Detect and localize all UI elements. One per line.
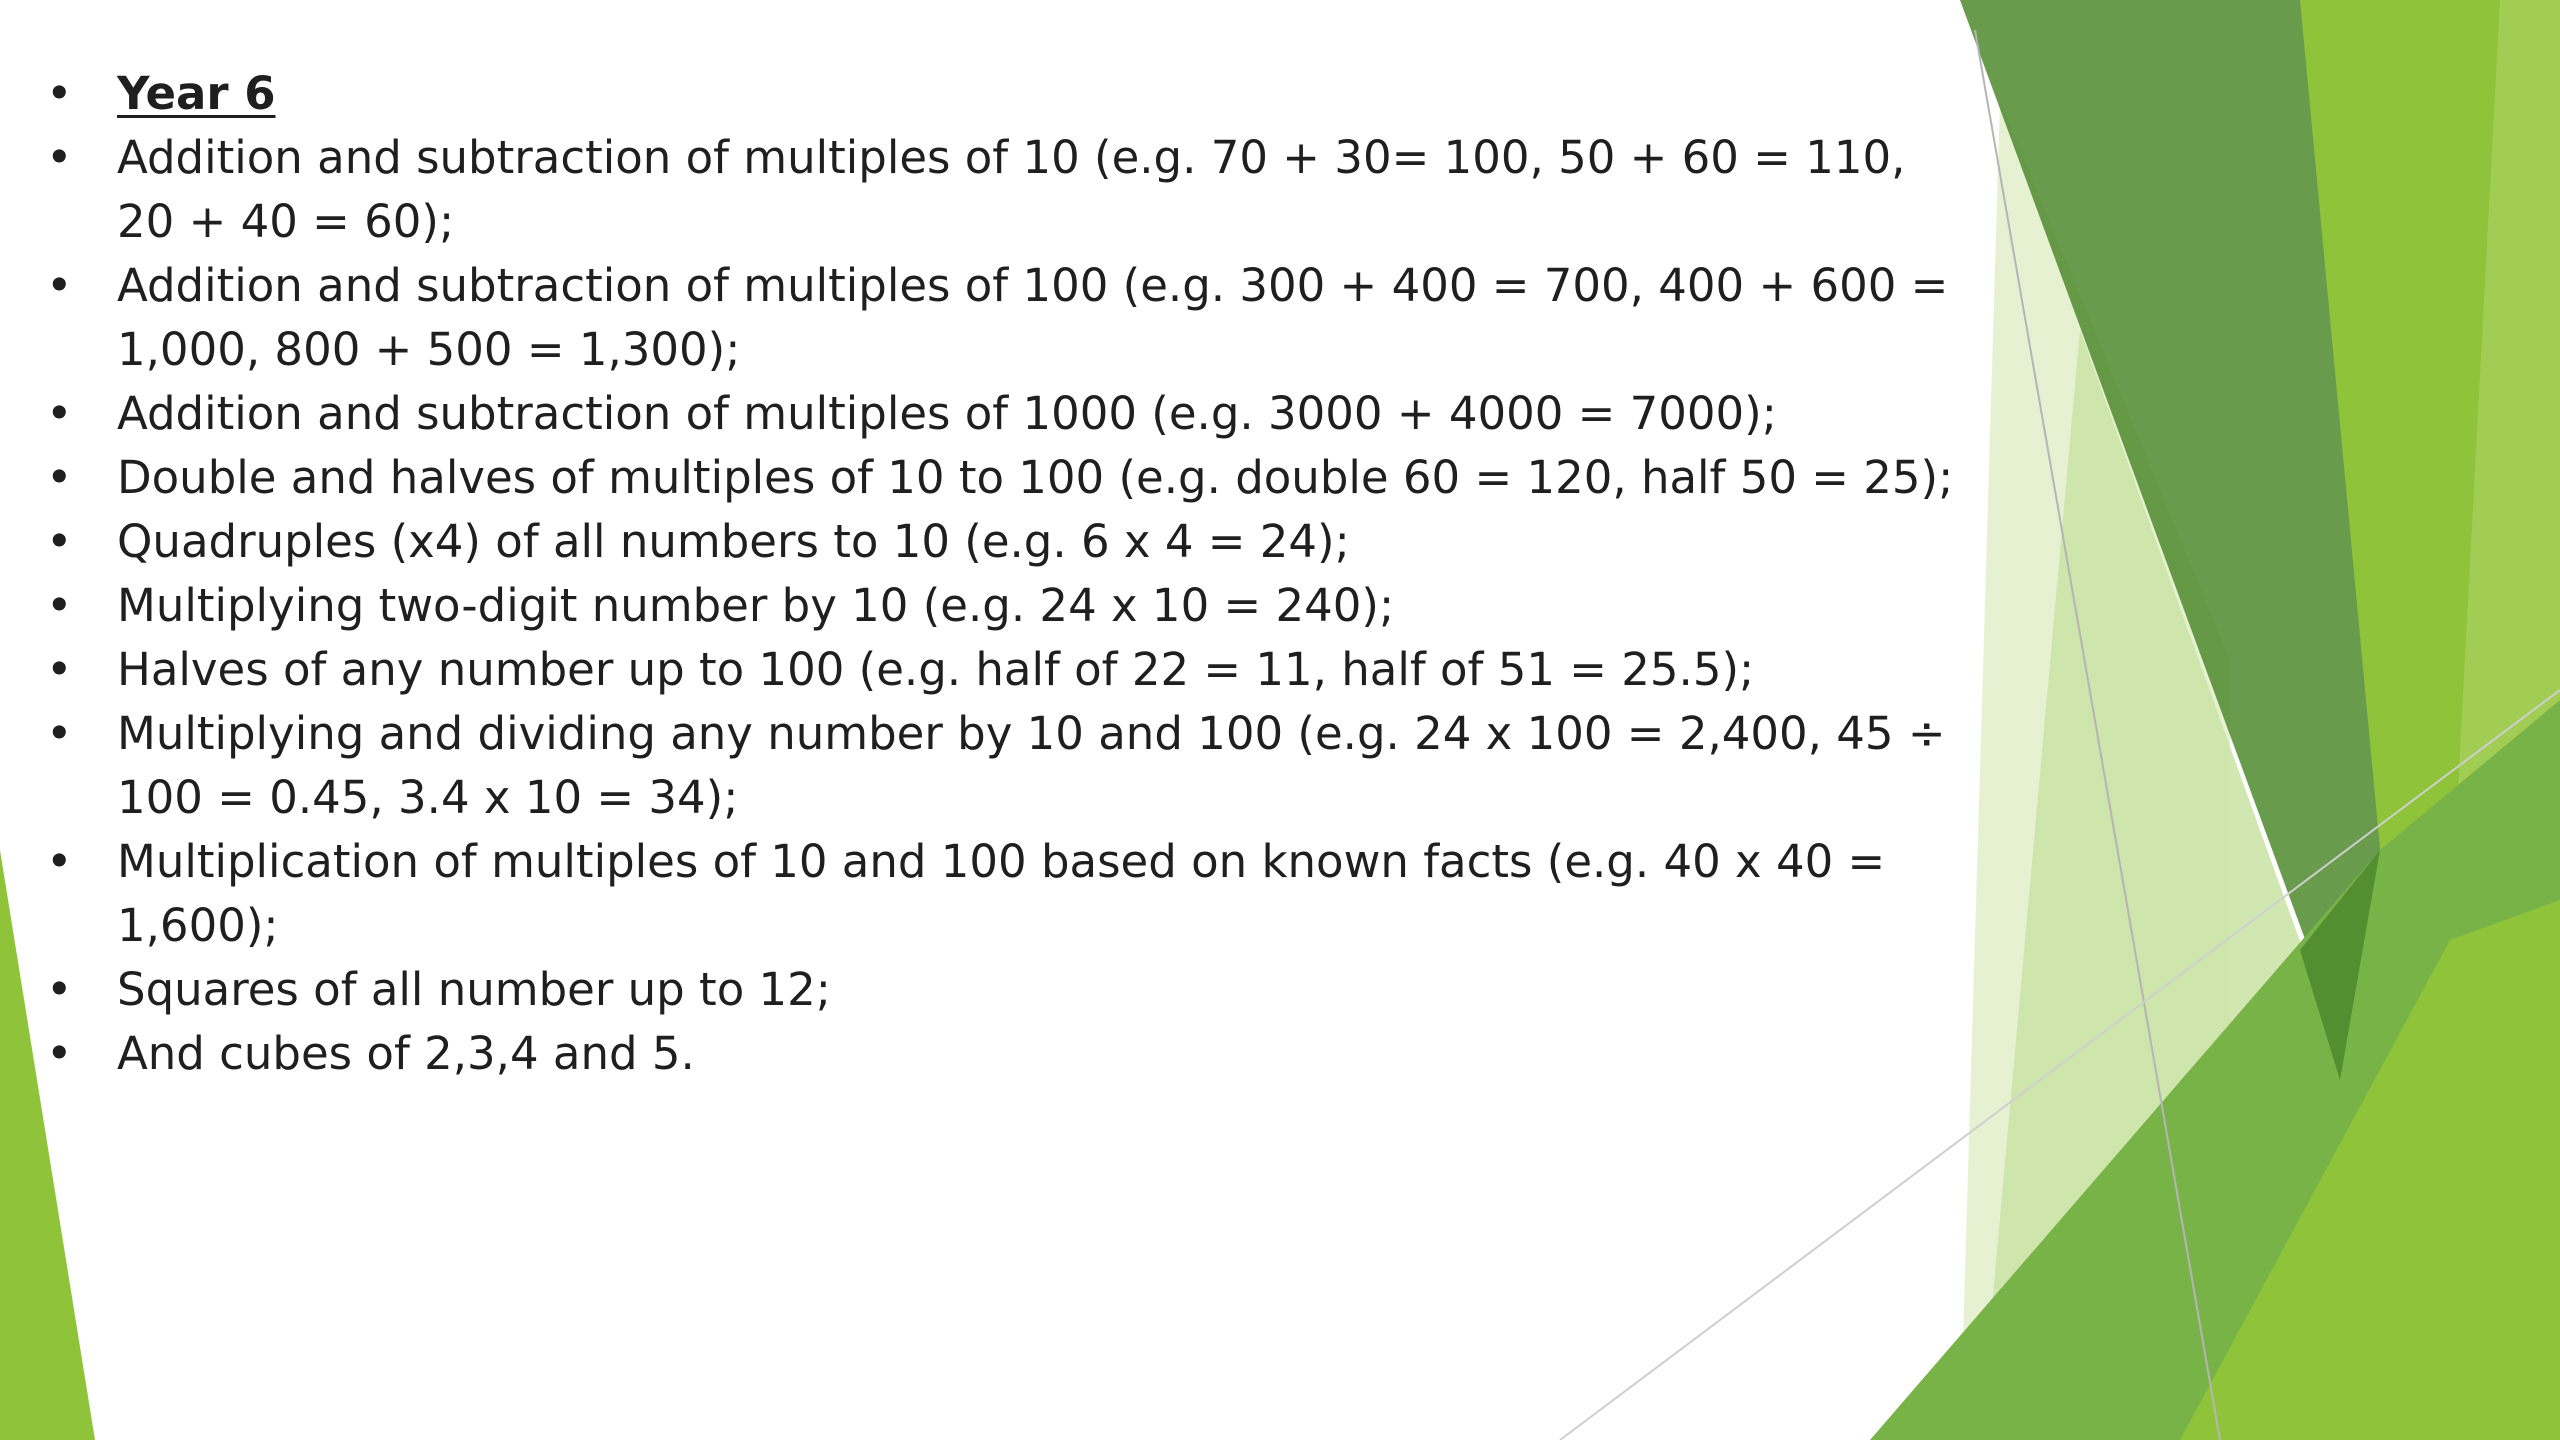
bullet-text: Multiplying and dividing any number by 10 and 100 (e.g. 24 x 100 = 2,400, 45 ÷ 100 = 0.45, 3.4 x 10 = 34);: [117, 707, 1946, 824]
bullet-list: [0, 62, 1960, 1086]
bullet-item: [0, 510, 1960, 574]
bullet-dot: •: [46, 643, 73, 696]
bullet-item: [0, 446, 1960, 510]
bullet-dot: •: [46, 67, 73, 120]
bullet-item: [0, 254, 1960, 382]
bullet-dot: •: [46, 259, 73, 312]
bullet-dot: •: [46, 131, 73, 184]
bullet-text: Addition and subtraction of multiples of 100 (e.g. 300 + 400 = 700, 400 + 600 = 1,000, 800 + 500 = 1,300);: [117, 259, 1949, 376]
bullet-item: [0, 638, 1960, 702]
bullet-item: [0, 702, 1960, 830]
bullet-text: Halves of any number up to 100 (e.g. half of 22 = 11, half of 51 = 25.5);: [117, 643, 1755, 696]
bullet-text: Squares of all number up to 12;: [117, 963, 831, 1016]
bullet-dot: •: [46, 835, 73, 888]
bullet-dot: •: [46, 707, 73, 760]
bullet-dot: •: [46, 515, 73, 568]
bullet-item: [0, 958, 1960, 1022]
slide-heading: Year 6: [117, 67, 276, 120]
bullet-dot: •: [46, 579, 73, 632]
bullet-text: Multiplying two-digit number by 10 (e.g. 24 x 10 = 240);: [117, 579, 1395, 632]
bullet-text: Quadruples (x4) of all numbers to 10 (e.g. 6 x 4 = 24);: [117, 515, 1350, 568]
bullet-dot: •: [46, 387, 73, 440]
bullet-text: Multiplication of multiples of 10 and 100 based on known facts (e.g. 40 x 40 = 1,600);: [117, 835, 1886, 952]
bullet-item: [0, 830, 1960, 958]
bullet-item: [0, 126, 1960, 254]
bullet-item: [0, 1022, 1960, 1086]
bullet-dot: •: [46, 1027, 73, 1080]
bullet-text: Addition and subtraction of multiples of 1000 (e.g. 3000 + 4000 = 7000);: [117, 387, 1777, 440]
bullet-text: Addition and subtraction of multiples of 10 (e.g. 70 + 30= 100, 50 + 60 = 110, 20 + 40 = 60);: [117, 131, 1906, 248]
bullet-text: Double and halves of multiples of 10 to 100 (e.g. double 60 = 120, half 50 = 25);: [117, 451, 1954, 504]
bullet-dot: •: [46, 963, 73, 1016]
bullet-dot: •: [46, 451, 73, 504]
heading-item: [0, 62, 1960, 126]
bullet-item: [0, 574, 1960, 638]
bullet-text: And cubes of 2,3,4 and 5.: [117, 1027, 695, 1080]
slide-content: [0, 62, 1960, 1086]
bullet-item: [0, 382, 1960, 446]
